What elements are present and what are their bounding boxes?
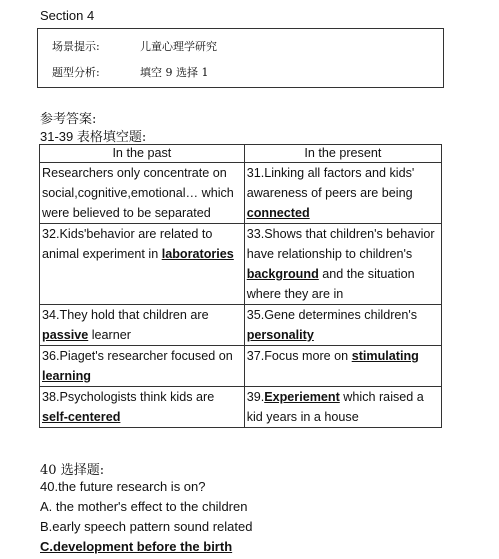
past-cell — [40, 305, 245, 346]
present-cell — [244, 224, 441, 305]
table-row — [40, 305, 442, 346]
answer-keyword: connected — [246, 206, 310, 220]
answer-keyword: learning — [42, 369, 91, 383]
choice-section-title: 选择题: — [60, 463, 105, 478]
header-present: In the present — [244, 145, 441, 163]
section-title: Section 4 — [40, 8, 95, 23]
question-40-text: 40.the future research is on? — [40, 479, 206, 494]
question-type-row — [52, 64, 209, 80]
answer-keyword: Experiement — [264, 390, 340, 404]
cell-text: 34.They hold that children are — [42, 308, 209, 322]
option-c-correct-answer: C.development before the birth — [40, 539, 233, 554]
present-cell — [244, 163, 441, 224]
cell-text: 36.Piaget's researcher focused on — [42, 349, 233, 363]
scene-hint-value: 儿童心理学研究 — [140, 40, 217, 53]
scene-hint-row — [52, 38, 217, 54]
answer-table — [39, 144, 442, 428]
cell-text: Researchers only concentrate on social,cognitive,emotional… which were believed to be separated — [42, 166, 234, 220]
answer-keyword: self-centered — [42, 410, 121, 424]
answer-keyword: background — [246, 267, 319, 281]
table-row — [40, 346, 442, 387]
past-cell — [40, 387, 245, 428]
cell-text: 35.Gene determines children's — [246, 308, 418, 322]
present-cell — [244, 387, 441, 428]
cell-text: learner — [88, 328, 131, 342]
table-row — [40, 224, 442, 305]
table-section-heading — [40, 126, 146, 145]
table-section-range: 31-39 — [40, 129, 74, 144]
scene-info-box — [37, 28, 444, 88]
choice-section-heading — [40, 459, 104, 478]
question-type-label: 题型分析: — [52, 66, 100, 79]
cell-text: 37.Focus more on — [246, 349, 352, 363]
table-row — [40, 387, 442, 428]
reference-answer-label: 参考答案: — [40, 112, 97, 127]
header-past: In the past — [40, 145, 245, 163]
cell-text: 33.Shows that children's behavior have relationship to children's — [246, 227, 435, 261]
option-a: A. the mother's effect to the children — [40, 499, 248, 514]
cell-text: and the situation where they are in — [246, 267, 415, 301]
present-cell — [244, 346, 441, 387]
answer-keyword: laboratories — [161, 247, 234, 261]
answer-keyword: personality — [246, 328, 314, 342]
table-header-row — [40, 145, 442, 163]
past-cell — [40, 163, 245, 224]
question-type-value: 填空 9 选择 1 — [140, 66, 209, 79]
cell-text: 31.Linking all factors and kids' awareness of peers are being — [246, 166, 415, 200]
option-b: B.early speech pattern sound related — [40, 519, 253, 534]
cell-text: 32.Kids'behavior are related to animal experiment in — [42, 227, 213, 261]
table-section-title: 表格填空题: — [76, 130, 147, 145]
table-row — [40, 163, 442, 224]
cell-text: 39. — [246, 390, 265, 404]
cell-text: 38.Psychologists think kids are — [42, 390, 215, 404]
cell-text: which raised a kid years in a house — [246, 390, 424, 424]
answer-keyword: stimulating — [351, 349, 419, 363]
answer-keyword: passive — [42, 328, 89, 342]
scene-hint-label: 场景提示: — [52, 40, 100, 53]
present-cell — [244, 305, 441, 346]
choice-section-number: 40 — [40, 463, 57, 478]
past-cell — [40, 346, 245, 387]
past-cell — [40, 224, 245, 305]
